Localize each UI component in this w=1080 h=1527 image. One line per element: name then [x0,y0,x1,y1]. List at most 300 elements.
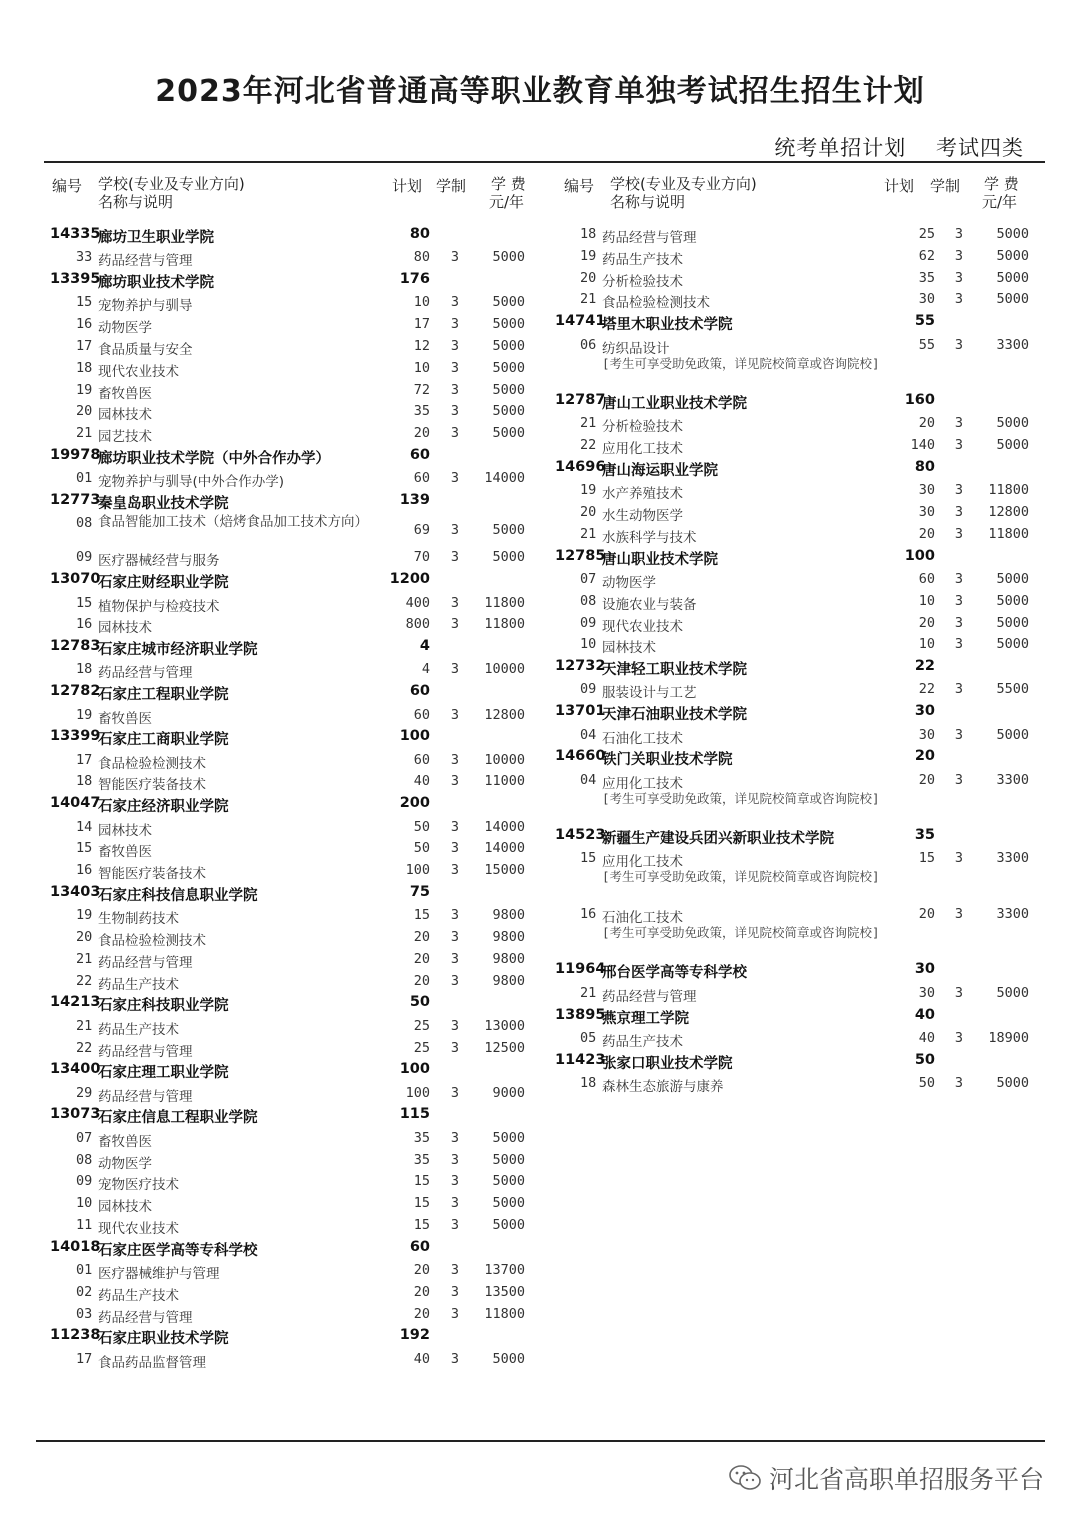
major-years: 3 [450,751,460,768]
major-plan: 15 [413,1216,430,1233]
school-name: 石家庄城市经济职业学院 [98,642,258,659]
school-plan: 40 [914,1006,935,1023]
major-plan: 20 [413,425,430,442]
major-code: 10 [76,1195,93,1212]
major-code: 19 [76,907,93,924]
school-name: 张家口职业技术学院 [602,1055,733,1072]
major-row [0,226,1080,248]
major-code: 22 [76,972,93,989]
major-code: 18 [580,226,597,242]
major-name: 分析检验技术 [602,273,683,290]
major-name: 食品质量与安全 [98,342,193,358]
major-plan: 50 [413,840,430,857]
header-fee-unit: 元/年 [489,193,525,211]
school-plan: 80 [409,226,430,242]
school-row [0,703,1080,725]
school-row [0,1007,1080,1029]
school-name: 燕京理工学院 [602,1010,689,1027]
school-code: 14213 [50,994,101,1011]
school-code: 14660 [555,748,606,765]
major-plan: 60 [413,706,430,723]
major-row [0,291,1080,313]
school-row [0,827,1080,849]
major-code: 21 [580,984,597,1001]
school-code: 19978 [50,447,101,463]
major-fee: 5000 [492,403,525,420]
school-name: 邢台医学高等专科学校 [602,965,747,982]
major-years: 3 [450,522,460,539]
major-name: 医疗器械经营与服务 [98,553,220,570]
major-code: 01 [76,470,93,487]
header-fee-unit: 元/年 [982,193,1018,211]
major-years: 3 [450,1216,460,1233]
major-name: 药品经营与管理 [98,1088,193,1105]
major-fee: 5500 [996,681,1029,698]
major-years: 3 [450,1173,460,1190]
major-name: 石油化工技术 [602,909,683,926]
major-code: 22 [76,1039,93,1056]
major-row [0,593,1080,615]
major-fee: 11800 [484,616,525,633]
major-name: 生物制药技术 [98,911,179,928]
school-plan: 160 [904,392,935,408]
major-plan: 50 [918,1074,935,1091]
major-code: 21 [580,415,597,432]
major-fee: 9000 [492,1084,525,1101]
school-plan: 60 [409,1238,430,1255]
major-fee: 5000 [492,522,525,539]
major-row [0,1284,1080,1306]
major-code: 07 [580,570,597,587]
school-row [0,548,1080,570]
major-row [0,360,1080,382]
major-name: 药品生产技术 [98,1021,179,1038]
major-plan: 15 [918,850,935,867]
major-years: 3 [450,862,460,879]
major-code: 09 [76,1173,93,1190]
major-plan: 10 [413,359,430,376]
major-name: 森林生态旅游与康养 [602,1078,724,1095]
major-code: 15 [76,594,93,611]
major-code: 08 [76,515,93,532]
major-years: 3 [954,636,964,653]
major-fee: 5000 [996,636,1029,653]
major-row [0,1351,1080,1373]
school-plan: 60 [409,683,430,700]
major-plan: 20 [918,525,935,542]
major-name: 园林技术 [602,640,656,657]
major-plan: 35 [918,269,935,286]
school-code: 13399 [50,728,101,745]
school-row [0,459,1080,481]
major-years: 3 [954,504,964,520]
major-years: 3 [450,1195,460,1212]
major-fee: 9800 [492,929,525,945]
major-name: 园林技术 [98,822,152,839]
major-row [0,1262,1080,1284]
major-plan: 100 [405,862,430,879]
school-name: 廊坊职业技术学院（中外合作办学） [98,451,330,467]
major-plan: 400 [405,594,430,611]
major-years: 3 [450,425,460,442]
major-code: 16 [76,616,93,633]
school-name: 廊坊卫生职业学院 [98,230,214,246]
school-plan: 192 [399,1327,430,1344]
school-row [0,1239,1080,1261]
major-fee: 5000 [492,316,525,333]
major-years: 3 [450,1017,460,1034]
major-code: 09 [580,614,597,631]
major-fee: 5000 [492,425,525,442]
major-code: 20 [76,929,93,945]
major-years: 3 [954,1074,964,1091]
major-code: 20 [580,504,597,520]
major-code: 21 [580,525,597,542]
major-name: 智能医疗装备技术 [98,866,206,883]
major-years: 3 [954,570,964,587]
major-years: 3 [450,359,460,376]
major-years: 3 [450,840,460,857]
major-fee: 5000 [492,338,525,354]
school-code: 14696 [555,458,606,475]
school-name: 石家庄科技信息职业学院 [98,887,258,904]
header-years: 学制 [436,177,467,195]
major-fee: 9800 [492,907,525,924]
major-name: 现代农业技术 [98,363,179,380]
major-years: 3 [450,403,460,420]
school-code: 12782 [50,683,101,700]
major-row [0,1130,1080,1152]
major-plan: 40 [918,1029,935,1046]
major-code: 20 [76,403,93,420]
major-plan: 72 [413,381,430,398]
major-fee: 3300 [996,771,1029,788]
major-fee: 15000 [484,862,525,879]
major-code: 19 [580,247,597,264]
major-name: 药品生产技术 [602,1033,683,1050]
major-years: 3 [954,437,964,454]
major-row [0,681,1080,703]
major-plan: 15 [413,907,430,924]
major-plan: 20 [918,614,935,631]
major-plan: 30 [918,726,935,743]
major-name: 动物医学 [98,1155,152,1172]
major-fee: 13500 [484,1283,525,1300]
major-fee: 5000 [492,1151,525,1168]
major-fee: 11800 [484,1305,525,1322]
major-name: 园艺技术 [98,429,152,446]
major-plan: 800 [405,616,430,633]
school-code: 13073 [50,1106,101,1123]
major-code: 17 [76,338,93,354]
school-code: 13895 [555,1006,606,1023]
major-years: 3 [954,726,964,743]
major-years: 3 [450,1084,460,1101]
major-name: 药品生产技术 [98,1287,179,1304]
major-name: 植物保护与检疫技术 [98,598,220,615]
top-rule [44,161,1045,163]
major-code: 01 [76,1262,93,1278]
major-years: 3 [450,1283,460,1300]
major-fee: 9800 [492,972,525,989]
watermark [727,1460,1044,1496]
school-plan: 50 [914,1051,935,1068]
major-code: 02 [76,1283,93,1300]
major-plan: 30 [918,504,935,520]
major-plan: 30 [918,984,935,1001]
major-name: 动物医学 [602,574,656,591]
major-plan: 30 [918,482,935,499]
major-years: 3 [450,818,460,835]
major-row [0,526,1080,548]
major-code: 18 [76,359,93,376]
major-years: 3 [450,1039,460,1056]
school-name: 秦皇岛职业技术学院 [98,496,229,513]
major-years: 3 [450,338,460,354]
school-row [0,1052,1080,1074]
school-name: 石家庄工程职业学院 [98,687,229,704]
school-plan: 30 [914,703,935,720]
major-fee: 11000 [484,773,525,790]
major-fee: 5000 [996,614,1029,631]
major-row [0,1075,1080,1097]
major-code: 08 [580,592,597,609]
major-fee: 5000 [492,249,525,266]
school-code: 12773 [50,492,101,509]
major-years: 3 [450,470,460,487]
major-fee: 14000 [484,818,525,835]
major-years: 3 [954,1029,964,1046]
major-name: 纺织品设计 [602,340,670,357]
school-name: 天津石油职业技术学院 [602,707,747,724]
header-fee: 学 费 [491,175,526,193]
major-plan: 20 [413,1283,430,1300]
school-name: 唐山职业技术学院 [602,551,718,568]
major-note: [考生可享受助免政策，详见院校简章或咨询院校] [602,355,880,371]
major-years: 3 [954,905,964,922]
major-name: 现代农业技术 [98,1220,179,1237]
school-code: 12732 [555,658,606,675]
school-code: 14335 [50,226,101,242]
major-plan: 60 [918,570,935,587]
major-plan: 20 [413,1262,430,1278]
major-years: 3 [954,614,964,631]
major-fee: 9800 [492,950,525,967]
header-plan: 计划 [392,177,423,195]
major-row [0,1030,1080,1052]
school-code: 14047 [50,795,101,812]
major-fee: 12500 [484,1039,525,1056]
school-name: 新疆生产建设兵团兴新职业技术学院 [602,831,834,848]
major-code: 21 [76,1017,93,1034]
major-code: 15 [76,840,93,857]
school-name: 石家庄信息工程职业学院 [98,1110,258,1127]
major-code: 09 [76,549,93,566]
major-fee: 5000 [996,247,1029,264]
major-years: 3 [450,1305,460,1322]
major-name: 药品经营与管理 [98,665,193,682]
major-note: [考生可享受助免政策，详见院校简章或咨询院校] [602,869,880,885]
school-plan: 100 [399,1061,430,1078]
major-name: 服装设计与工艺 [602,685,697,702]
major-years: 3 [450,249,460,266]
school-code: 14523 [555,827,606,844]
school-plan: 20 [914,748,935,765]
school-row [0,1106,1080,1128]
major-years: 3 [450,1262,460,1278]
major-fee: 5000 [492,1195,525,1212]
school-name: 石家庄财经职业学院 [98,575,229,592]
major-plan: 35 [413,1129,430,1146]
major-name: 药品生产技术 [98,976,179,993]
major-name: 畜牧兽医 [98,844,152,861]
major-fee: 3300 [996,905,1029,922]
major-plan: 4 [421,661,430,678]
major-years: 3 [450,594,460,611]
major-code: 16 [580,905,597,922]
major-fee: 5000 [996,415,1029,432]
major-plan: 60 [413,470,430,487]
major-code: 17 [76,751,93,768]
major-code: 16 [76,316,93,333]
major-name: 园林技术 [98,1199,152,1216]
major-fee: 5000 [492,549,525,566]
major-name: 药品经营与管理 [98,253,193,270]
major-row [0,1217,1080,1239]
major-code: 17 [76,1350,93,1367]
header-school: 学校(专业及专业方向) [98,175,245,193]
major-name: 园林技术 [98,620,152,637]
school-name: 石家庄职业技术学院 [98,1331,229,1348]
major-fee: 12800 [484,706,525,723]
major-name: 药品经营与管理 [602,230,697,246]
school-name: 石家庄科技职业学院 [98,998,229,1015]
major-code: 04 [580,726,597,743]
school-code: 12783 [50,638,101,655]
major-plan: 55 [918,336,935,353]
school-plan: 55 [914,313,935,330]
major-years: 3 [450,1350,460,1367]
school-code: 11423 [555,1051,606,1068]
subtitle-category: 考试四类 [936,136,1024,160]
major-fee: 5000 [996,726,1029,743]
major-plan: 15 [413,1173,430,1190]
major-code: 04 [580,771,597,788]
major-years: 3 [954,771,964,788]
major-plan: 40 [413,1350,430,1367]
major-years: 3 [450,294,460,311]
major-plan: 50 [413,818,430,835]
school-code: 14018 [50,1238,101,1255]
major-row [0,482,1080,504]
school-plan: 75 [409,883,430,900]
school-plan: 30 [914,961,935,978]
major-name: 智能医疗装备技术 [98,777,206,794]
school-plan: 115 [399,1106,430,1123]
major-fee: 11800 [988,482,1029,499]
major-code: 15 [580,850,597,867]
school-code: 14741 [555,313,606,330]
bottom-rule [36,1440,1045,1442]
school-code: 13400 [50,1061,101,1078]
school-name: 石家庄医学高等专科学校 [98,1242,258,1259]
major-note: [考生可享受助免政策，详见院校简章或咨询院校] [602,924,880,940]
major-years: 3 [954,226,964,242]
school-code: 13395 [50,271,101,288]
school-plan: 60 [409,447,430,463]
major-plan: 10 [918,636,935,653]
major-code: 21 [580,291,597,308]
major-code: 05 [580,1029,597,1046]
school-code: 13701 [555,703,606,720]
header-school: 学校(专业及专业方向) [610,175,757,193]
major-plan: 40 [413,773,430,790]
major-name: 现代农业技术 [602,618,683,635]
major-plan: 25 [413,1017,430,1034]
major-code: 08 [76,1151,93,1168]
header-school-note: 名称与说明 [610,193,686,211]
major-name: 药品经营与管理 [602,988,697,1005]
major-name: 应用化工技术 [602,441,683,458]
school-name: 唐山海运职业学院 [602,462,718,479]
school-name: 石家庄理工职业学院 [98,1065,229,1082]
major-name: 畜牧兽医 [98,1133,152,1150]
major-code: 22 [580,437,597,454]
major-plan: 70 [413,549,430,566]
major-code: 21 [76,950,93,967]
major-plan: 20 [918,905,935,922]
major-plan: 30 [918,291,935,308]
major-years: 3 [450,316,460,333]
major-years: 3 [954,592,964,609]
major-fee: 10000 [484,751,525,768]
major-fee: 3300 [996,336,1029,353]
major-fee: 5000 [492,1129,525,1146]
major-years: 3 [450,616,460,633]
school-name: 唐山工业职业技术学院 [602,396,747,412]
page-subtitle [752,132,1024,162]
school-plan: 100 [904,547,935,564]
major-fee: 5000 [996,592,1029,609]
major-name: 畜牧兽医 [98,385,152,402]
major-name: 分析检验技术 [602,419,683,436]
major-plan: 20 [918,771,935,788]
school-plan: 50 [409,994,430,1011]
header-years: 学制 [930,177,961,195]
major-code: 19 [76,706,93,723]
major-plan: 20 [413,1305,430,1322]
school-plan: 22 [914,658,935,675]
major-name: 食品检验检测技术 [98,755,206,772]
major-years: 3 [450,661,460,678]
major-code: 19 [76,381,93,398]
major-row [0,1195,1080,1217]
major-name: 园林技术 [98,407,152,424]
major-name: 药品经营与管理 [98,1043,193,1060]
major-code: 33 [76,249,93,266]
major-plan: 15 [413,1195,430,1212]
school-row [0,795,1080,817]
major-fee: 3300 [996,850,1029,867]
major-fee: 10000 [484,661,525,678]
major-years: 3 [450,706,460,723]
major-name: 药品生产技术 [602,251,683,268]
major-years: 3 [954,291,964,308]
major-name: 食品检验检测技术 [602,295,710,312]
major-years: 3 [954,482,964,499]
major-row [0,636,1080,658]
major-plan: 80 [413,249,430,266]
